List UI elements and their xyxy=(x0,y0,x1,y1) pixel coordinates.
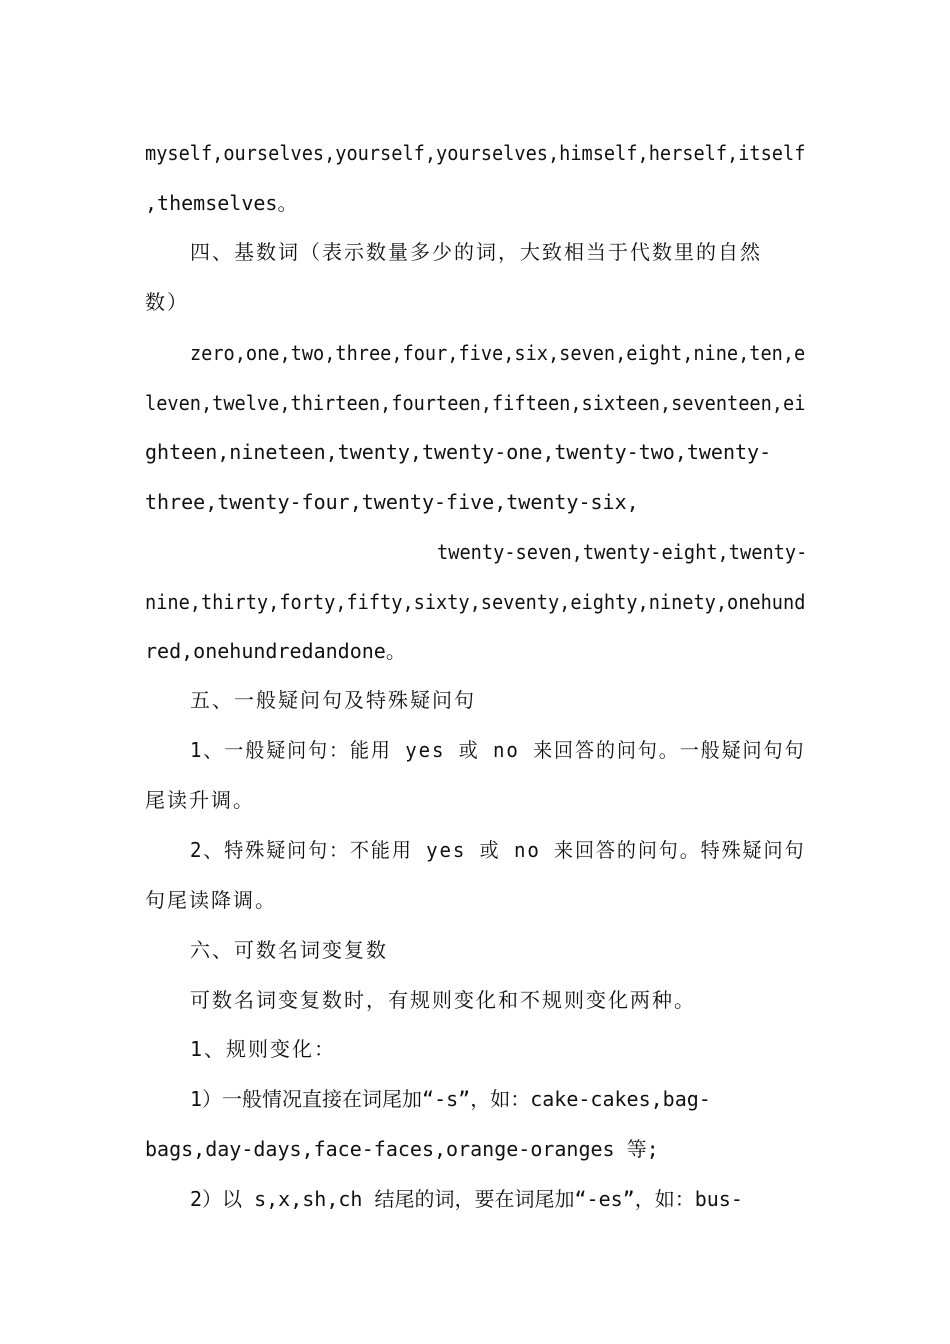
text-line: 句尾读降调。 xyxy=(145,888,277,912)
text-line: 1、一般疑问句：能用 yes 或 no 来回答的问句。一般疑问句句 xyxy=(190,738,806,762)
text-line: 2、特殊疑问句：不能用 yes 或 no 来回答的问句。特殊疑问句 xyxy=(190,838,806,862)
text-line: 数） xyxy=(145,290,189,314)
text-line: myself,ourselves,yourself,yourselves,himself,herself,itself xyxy=(145,141,806,165)
text-line: bags,day-days,face-faces,orange-oranges 等; xyxy=(145,1137,659,1161)
text-line: 尾读升调。 xyxy=(145,788,255,812)
text-line: three,twenty-four,twenty-five,twenty-six, xyxy=(145,490,639,514)
section-heading-questions: 五、一般疑问句及特殊疑问句 xyxy=(190,688,476,712)
text-line: ,themselves。 xyxy=(145,191,298,215)
text-line: zero,one,two,three,four,five,six,seven,eight,nine,ten,e xyxy=(190,341,806,365)
text-line: ghteen,nineteen,twenty,twenty-one,twenty-two,twenty- xyxy=(145,440,772,464)
text-line: 可数名词变复数时，有规则变化和不规则变化两种。 xyxy=(190,988,696,1012)
text-line: red,onehundredandone。 xyxy=(145,639,406,663)
section-heading-plural-nouns: 六、可数名词变复数 xyxy=(190,938,388,962)
text-line: 2）以 s,x,sh,ch 结尾的词，要在词尾加“-es”，如：bus- xyxy=(190,1187,743,1211)
text-line: 1）一般情况直接在词尾加“-s”，如：cake-cakes,bag- xyxy=(190,1087,711,1111)
text-line: leven,twelve,thirteen,fourteen,fifteen,sixteen,seventeen,ei xyxy=(145,391,806,415)
text-line: twenty-seven,twenty-eight,twenty- xyxy=(437,540,808,564)
text-line: 1、规则变化： xyxy=(190,1037,337,1061)
section-heading-cardinal-numbers: 四、基数词（表示数量多少的词，大致相当于代数里的自然 xyxy=(190,240,762,264)
text-line: nine,thirty,forty,fifty,sixty,seventy,eighty,ninety,onehund xyxy=(145,590,806,614)
